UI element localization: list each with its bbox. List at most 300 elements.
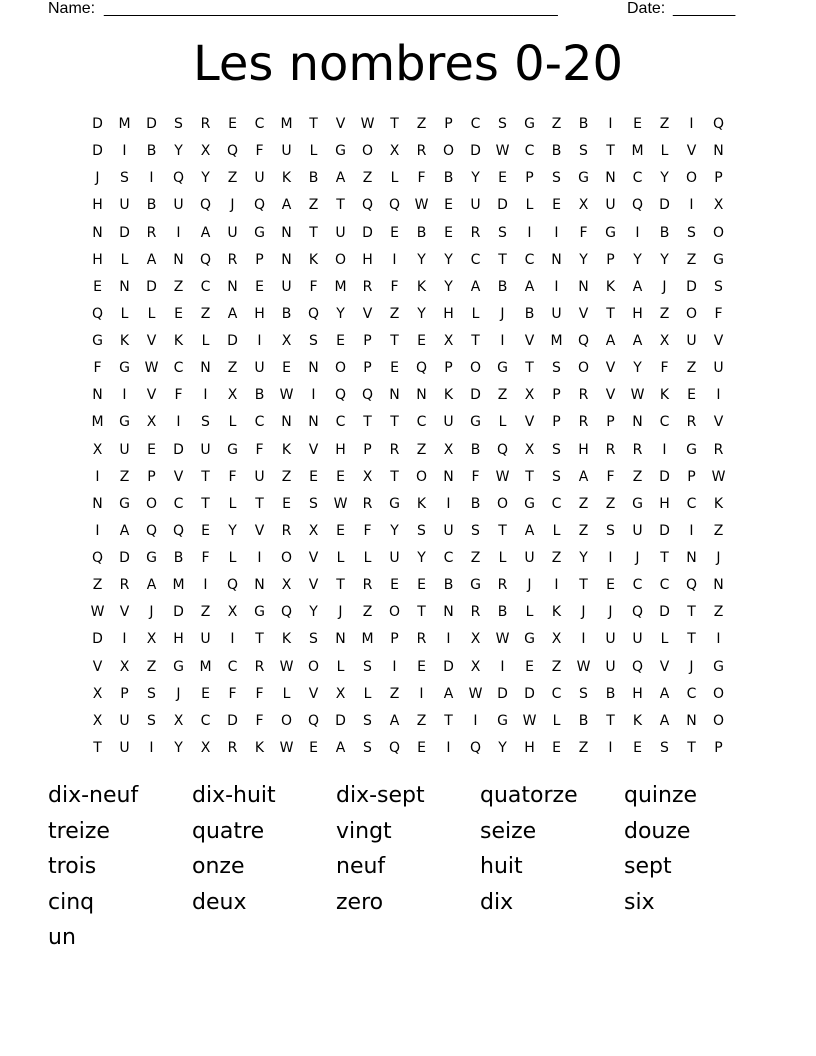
grid-letter: D [227, 712, 238, 729]
grid-letter: I [716, 631, 721, 648]
grid-letter: B [578, 116, 589, 132]
word-bank-item: dix-huit [192, 783, 276, 808]
grid-letter: N [389, 387, 400, 404]
grid-letter: O [334, 360, 347, 377]
grid-letter: P [363, 360, 372, 377]
grid-letter: L [228, 414, 237, 431]
grid-letter: O [577, 360, 590, 377]
grid-letter: E [336, 468, 345, 485]
grid-letter: R [686, 414, 697, 431]
grid-letter: W [90, 604, 105, 621]
grid-letter: Y [498, 739, 507, 756]
grid-letter: S [552, 360, 561, 377]
word-bank-item: dix-sept [336, 783, 425, 808]
grid-letter: K [119, 333, 130, 349]
grid-letter: E [417, 658, 426, 675]
grid-letter: X [551, 631, 562, 648]
grid-letter: I [716, 387, 721, 404]
grid-letter: G [713, 658, 724, 675]
grid-letter: F [417, 170, 426, 187]
grid-letter: J [230, 197, 235, 214]
grid-letter: F [255, 685, 264, 702]
grid-letter: R [281, 522, 292, 539]
grid-letter: G [497, 360, 508, 377]
grid-letter: Y [579, 251, 588, 268]
grid-letter: R [362, 577, 373, 594]
grid-letter: B [551, 143, 562, 160]
grid-letter: I [500, 658, 505, 675]
grid-letter: D [659, 604, 670, 621]
grid-letter: Z [578, 495, 589, 512]
grid-letter: V [605, 387, 616, 404]
grid-letter: P [444, 116, 453, 132]
grid-letter: I [527, 224, 532, 241]
grid-letter: P [552, 387, 561, 404]
grid-letter: C [551, 495, 562, 512]
word-bank-item: cinq [48, 889, 95, 915]
grid-letter: R [578, 414, 589, 431]
grid-letter: F [390, 278, 399, 295]
grid-letter: N [173, 251, 184, 268]
grid-row [84, 437, 732, 464]
grid-letter: C [200, 278, 211, 295]
grid-letter: N [443, 468, 454, 485]
grid-letter: G [578, 170, 589, 187]
grid-letter: S [309, 631, 318, 648]
grid-letter: A [470, 278, 481, 295]
grid-letter: T [201, 495, 210, 512]
grid-letter: Q [307, 305, 320, 322]
grid-letter: O [415, 468, 428, 485]
word-bank-item: huit [480, 854, 523, 879]
grid-letter: X [578, 197, 589, 214]
grid-letter: I [446, 739, 451, 756]
word-bank-item: six [624, 889, 655, 915]
name-label: Name: [48, 0, 96, 17]
grid-letter: B [146, 197, 157, 214]
grid-letter: T [687, 631, 696, 648]
grid-letter: E [282, 495, 291, 512]
grid-letter: K [551, 604, 562, 621]
grid-letter: E [93, 278, 102, 295]
grid-letter: L [471, 305, 480, 322]
grid-letter: R [605, 441, 616, 458]
grid-letter: R [632, 441, 643, 458]
grid-letter: N [578, 278, 589, 295]
grid-letter: N [281, 224, 292, 241]
grid-letter: J [527, 577, 532, 594]
grid-letter: Q [577, 333, 590, 349]
grid-letter: W [360, 116, 375, 132]
grid-letter: R [227, 251, 238, 268]
grid-letter: A [524, 278, 535, 295]
grid-letter: D [146, 278, 157, 295]
grid-letter: H [254, 305, 265, 322]
grid-letter: N [308, 360, 319, 377]
grid-letter: S [417, 522, 426, 539]
grid-letter: S [498, 224, 507, 241]
grid-letter: T [363, 414, 372, 431]
grid-letter: A [632, 333, 643, 349]
grid-letter: U [443, 414, 454, 431]
grid-letter: S [498, 116, 507, 132]
grid-letter: B [281, 305, 292, 322]
grid-letter: W [576, 658, 591, 675]
grid-letter: M [550, 333, 563, 349]
grid-letter: L [525, 197, 534, 214]
grid-letter: G [146, 550, 157, 566]
grid-letter: N [254, 577, 265, 594]
grid-letter: Y [660, 251, 669, 268]
grid-letter: C [254, 116, 265, 132]
grid-letter: E [390, 224, 399, 241]
grid-letter: T [201, 468, 210, 485]
grid-letter: R [497, 577, 508, 594]
grid-letter: K [173, 333, 184, 349]
grid-letter: Z [308, 197, 319, 214]
grid-letter: P [714, 170, 723, 187]
grid-letter: S [552, 170, 561, 187]
grid-letter: S [309, 495, 318, 512]
grid-letter: Q [415, 360, 428, 377]
grid-letter: Z [173, 278, 184, 295]
word-bank-item: neuf [336, 854, 386, 879]
grid-letter: D [362, 224, 373, 241]
grid-letter: F [255, 143, 264, 160]
grid-letter: P [444, 360, 453, 377]
grid-letter: X [389, 143, 400, 160]
grid-letter: H [362, 251, 373, 268]
grid-letter: T [309, 224, 318, 241]
grid-letter: W [414, 197, 429, 214]
grid-row [84, 274, 732, 301]
word-bank-item: onze [192, 854, 245, 879]
grid-row [84, 708, 732, 735]
grid-letter: H [335, 441, 346, 458]
grid-letter: T [525, 360, 534, 377]
grid-letter: Q [91, 550, 104, 566]
grid-letter: V [308, 441, 319, 458]
grid-letter: B [497, 604, 508, 621]
grid-letter: A [146, 577, 157, 594]
grid-letter: H [659, 495, 670, 512]
grid-letter: A [335, 739, 346, 756]
grid-letter: X [119, 658, 130, 675]
grid-letter: B [524, 305, 535, 322]
grid-letter: D [146, 116, 157, 132]
grid-letter: N [281, 251, 292, 268]
grid-letter: S [363, 739, 372, 756]
grid-letter: Y [174, 739, 183, 756]
grid-letter: U [524, 550, 535, 566]
grid-letter: C [173, 495, 184, 512]
grid-letter: I [257, 550, 262, 566]
grid-letter: G [470, 414, 481, 431]
grid-letter: X [227, 387, 238, 404]
grid-letter: X [200, 143, 211, 160]
grid-letter: A [578, 468, 589, 485]
grid-letter: K [659, 387, 670, 404]
grid-letter: D [659, 197, 670, 214]
grid-letter: C [470, 251, 481, 268]
grid-letter: E [498, 170, 507, 187]
grid-letter: D [497, 685, 508, 702]
grid-letter: A [443, 685, 454, 702]
grid-letter: I [581, 631, 586, 648]
grid-letter: E [336, 522, 345, 539]
grid-letter: I [392, 251, 397, 268]
grid-letter: U [173, 197, 184, 214]
grid-letter: G [524, 116, 535, 132]
grid-letter: U [389, 550, 400, 566]
grid-letter: W [468, 685, 483, 702]
grid-letter: Y [471, 170, 480, 187]
grid-letter: I [95, 468, 100, 485]
grid-letter: Z [578, 522, 589, 539]
grid-letter: X [308, 522, 319, 539]
grid-letter: E [201, 522, 210, 539]
grid-letter: M [172, 577, 185, 594]
grid-letter: U [551, 305, 562, 322]
grid-letter: X [470, 631, 481, 648]
grid-letter: L [336, 658, 345, 675]
grid-letter: F [363, 522, 372, 539]
grid-letter: T [336, 577, 345, 594]
grid-letter: Z [227, 360, 238, 377]
grid-letter: I [176, 224, 181, 241]
grid-row [84, 518, 732, 545]
grid-letter: T [390, 468, 399, 485]
grid-letter: D [443, 658, 454, 675]
grid-letter: Q [145, 522, 158, 539]
grid-letter: N [443, 604, 454, 621]
grid-letter: U [254, 170, 265, 187]
grid-letter: X [443, 333, 454, 349]
grid-letter: R [470, 604, 481, 621]
grid-letter: E [336, 333, 345, 349]
grid-letter: S [552, 441, 561, 458]
grid-letter: J [500, 305, 505, 322]
grid-letter: F [174, 387, 183, 404]
grid-letter: B [416, 224, 427, 241]
grid-letter: V [686, 143, 697, 160]
grid-letter: Z [632, 468, 643, 485]
grid-letter: P [390, 631, 399, 648]
grid-letter: N [308, 414, 319, 431]
grid-letter: U [254, 360, 265, 377]
grid-letter: K [605, 278, 616, 295]
grid-letter: G [713, 251, 724, 268]
grid-letter: I [203, 577, 208, 594]
grid-letter: W [333, 495, 348, 512]
grid-letter: U [281, 143, 292, 160]
grid-letter: U [632, 522, 643, 539]
grid-letter: J [581, 604, 586, 621]
grid-letter: P [255, 251, 264, 268]
grid-letter: G [119, 360, 130, 377]
grid-letter: Z [281, 468, 292, 485]
word-bank-item: zero [336, 889, 384, 915]
grid-letter: Z [686, 360, 697, 377]
grid-letter: F [660, 360, 669, 377]
grid-letter: X [92, 441, 103, 458]
grid-letter: C [470, 116, 481, 132]
grid-letter: A [119, 522, 130, 539]
grid-letter: G [605, 224, 616, 241]
grid-letter: Z [362, 604, 373, 621]
grid-letter: C [686, 495, 697, 512]
grid-letter: E [174, 305, 183, 322]
grid-letter: U [119, 197, 130, 214]
grid-letter: O [388, 604, 401, 621]
grid-letter: Y [390, 522, 399, 539]
grid-letter: C [254, 414, 265, 431]
grid-letter: K [281, 441, 292, 458]
grid-letter: G [524, 631, 535, 648]
grid-letter: L [660, 143, 669, 160]
grid-letter: T [444, 712, 453, 729]
grid-letter: Z [686, 251, 697, 268]
grid-letter: A [659, 712, 670, 729]
grid-letter: Q [226, 143, 239, 160]
grid-letter: E [525, 658, 534, 675]
grid-letter: L [147, 305, 156, 322]
grid-letter: P [120, 685, 129, 702]
grid-letter: E [687, 387, 696, 404]
grid-letter: O [712, 224, 725, 241]
grid-letter: I [689, 522, 694, 539]
grid-letter: V [92, 658, 103, 675]
grid-letter: P [525, 170, 534, 187]
grid-letter: A [524, 522, 535, 539]
grid-letter: L [363, 685, 372, 702]
grid-letter: Q [631, 604, 644, 621]
grid-letter: T [660, 550, 669, 566]
grid-letter: X [659, 333, 670, 349]
grid-letter: Y [309, 604, 318, 621]
grid-letter: L [201, 333, 210, 349]
grid-letter: T [390, 116, 399, 132]
grid-letter: O [685, 170, 698, 187]
grid-letter: D [173, 441, 184, 458]
grid-letter: S [201, 414, 210, 431]
grid-letter: Q [172, 170, 185, 187]
grid-letter: W [279, 387, 294, 404]
grid-letter: F [201, 550, 210, 566]
grid-letter: S [147, 712, 156, 729]
grid-letter: Q [334, 387, 347, 404]
grid-letter: U [119, 441, 130, 458]
grid-letter: X [92, 712, 103, 729]
grid-letter: I [554, 278, 559, 295]
grid-letter: I [608, 550, 613, 566]
grid-letter: A [281, 197, 292, 214]
grid-letter: D [686, 278, 697, 295]
grid-letter: D [227, 333, 238, 349]
grid-letter: W [279, 658, 294, 675]
grid-letter: U [605, 197, 616, 214]
grid-letter: Q [307, 712, 320, 729]
grid-letter: I [122, 143, 127, 160]
grid-letter: A [146, 251, 157, 268]
grid-letter: I [608, 739, 613, 756]
grid-letter: V [173, 468, 184, 485]
grid-letter: V [146, 333, 157, 349]
grid-letter: I [662, 441, 667, 458]
grid-letter: W [711, 468, 726, 485]
grid-letter: O [307, 658, 320, 675]
grid-letter: F [228, 468, 237, 485]
grid-letter: T [498, 522, 507, 539]
grid-letter: M [361, 631, 374, 648]
grid-letter: V [146, 387, 157, 404]
grid-letter: N [92, 495, 103, 512]
grid-letter: E [417, 739, 426, 756]
grid-letter: B [470, 441, 481, 458]
grid-letter: O [712, 712, 725, 729]
grid-letter: C [632, 170, 643, 187]
grid-letter: C [659, 414, 670, 431]
grid-letter: E [633, 116, 642, 132]
grid-letter: D [524, 685, 535, 702]
word-bank-item: vingt [336, 818, 392, 844]
grid-letter: S [660, 739, 669, 756]
grid-letter: Y [444, 278, 453, 295]
grid-letter: R [713, 441, 724, 458]
grid-letter: J [176, 685, 181, 702]
grid-letter: Z [605, 495, 616, 512]
grid-letter: C [416, 414, 427, 431]
grid-letter: R [200, 116, 211, 132]
grid-letter: W [522, 712, 537, 729]
word-bank-item: quatorze [480, 783, 578, 808]
grid-letter: W [144, 360, 159, 377]
grid-letter: X [362, 468, 373, 485]
grid-letter: X [173, 712, 184, 729]
grid-letter: W [279, 739, 294, 756]
grid-letter: D [92, 143, 103, 160]
grid-letter: J [716, 550, 721, 566]
grid-letter: X [281, 333, 292, 349]
grid-letter: E [309, 468, 318, 485]
grid-letter: F [93, 360, 102, 377]
grid-letter: U [470, 197, 481, 214]
grid-letter: C [524, 251, 535, 268]
grid-letter: R [362, 278, 373, 295]
grid-letter: G [254, 224, 265, 241]
grid-letter: C [524, 143, 535, 160]
grid-letter: Z [362, 170, 373, 187]
name-blank-line: ___________________________________________________ [104, 0, 558, 17]
grid-letter: N [119, 278, 130, 295]
grid-letter: N [92, 224, 103, 241]
grid-letter: Q [631, 658, 644, 675]
grid-letter: U [254, 468, 265, 485]
grid-letter: D [497, 197, 508, 214]
grid-letter: K [713, 495, 724, 512]
grid-letter: Z [713, 604, 724, 621]
grid-letter: Z [416, 116, 427, 132]
grid-letter: C [659, 577, 670, 594]
grid-letter: Q [388, 197, 401, 214]
grid-letter: R [227, 739, 238, 756]
grid-letter: K [416, 278, 427, 295]
grid-letter: A [389, 712, 400, 729]
grid-letter: F [579, 224, 588, 241]
grid-letter: F [471, 468, 480, 485]
grid-letter: P [606, 251, 615, 268]
grid-letter: J [662, 278, 667, 295]
